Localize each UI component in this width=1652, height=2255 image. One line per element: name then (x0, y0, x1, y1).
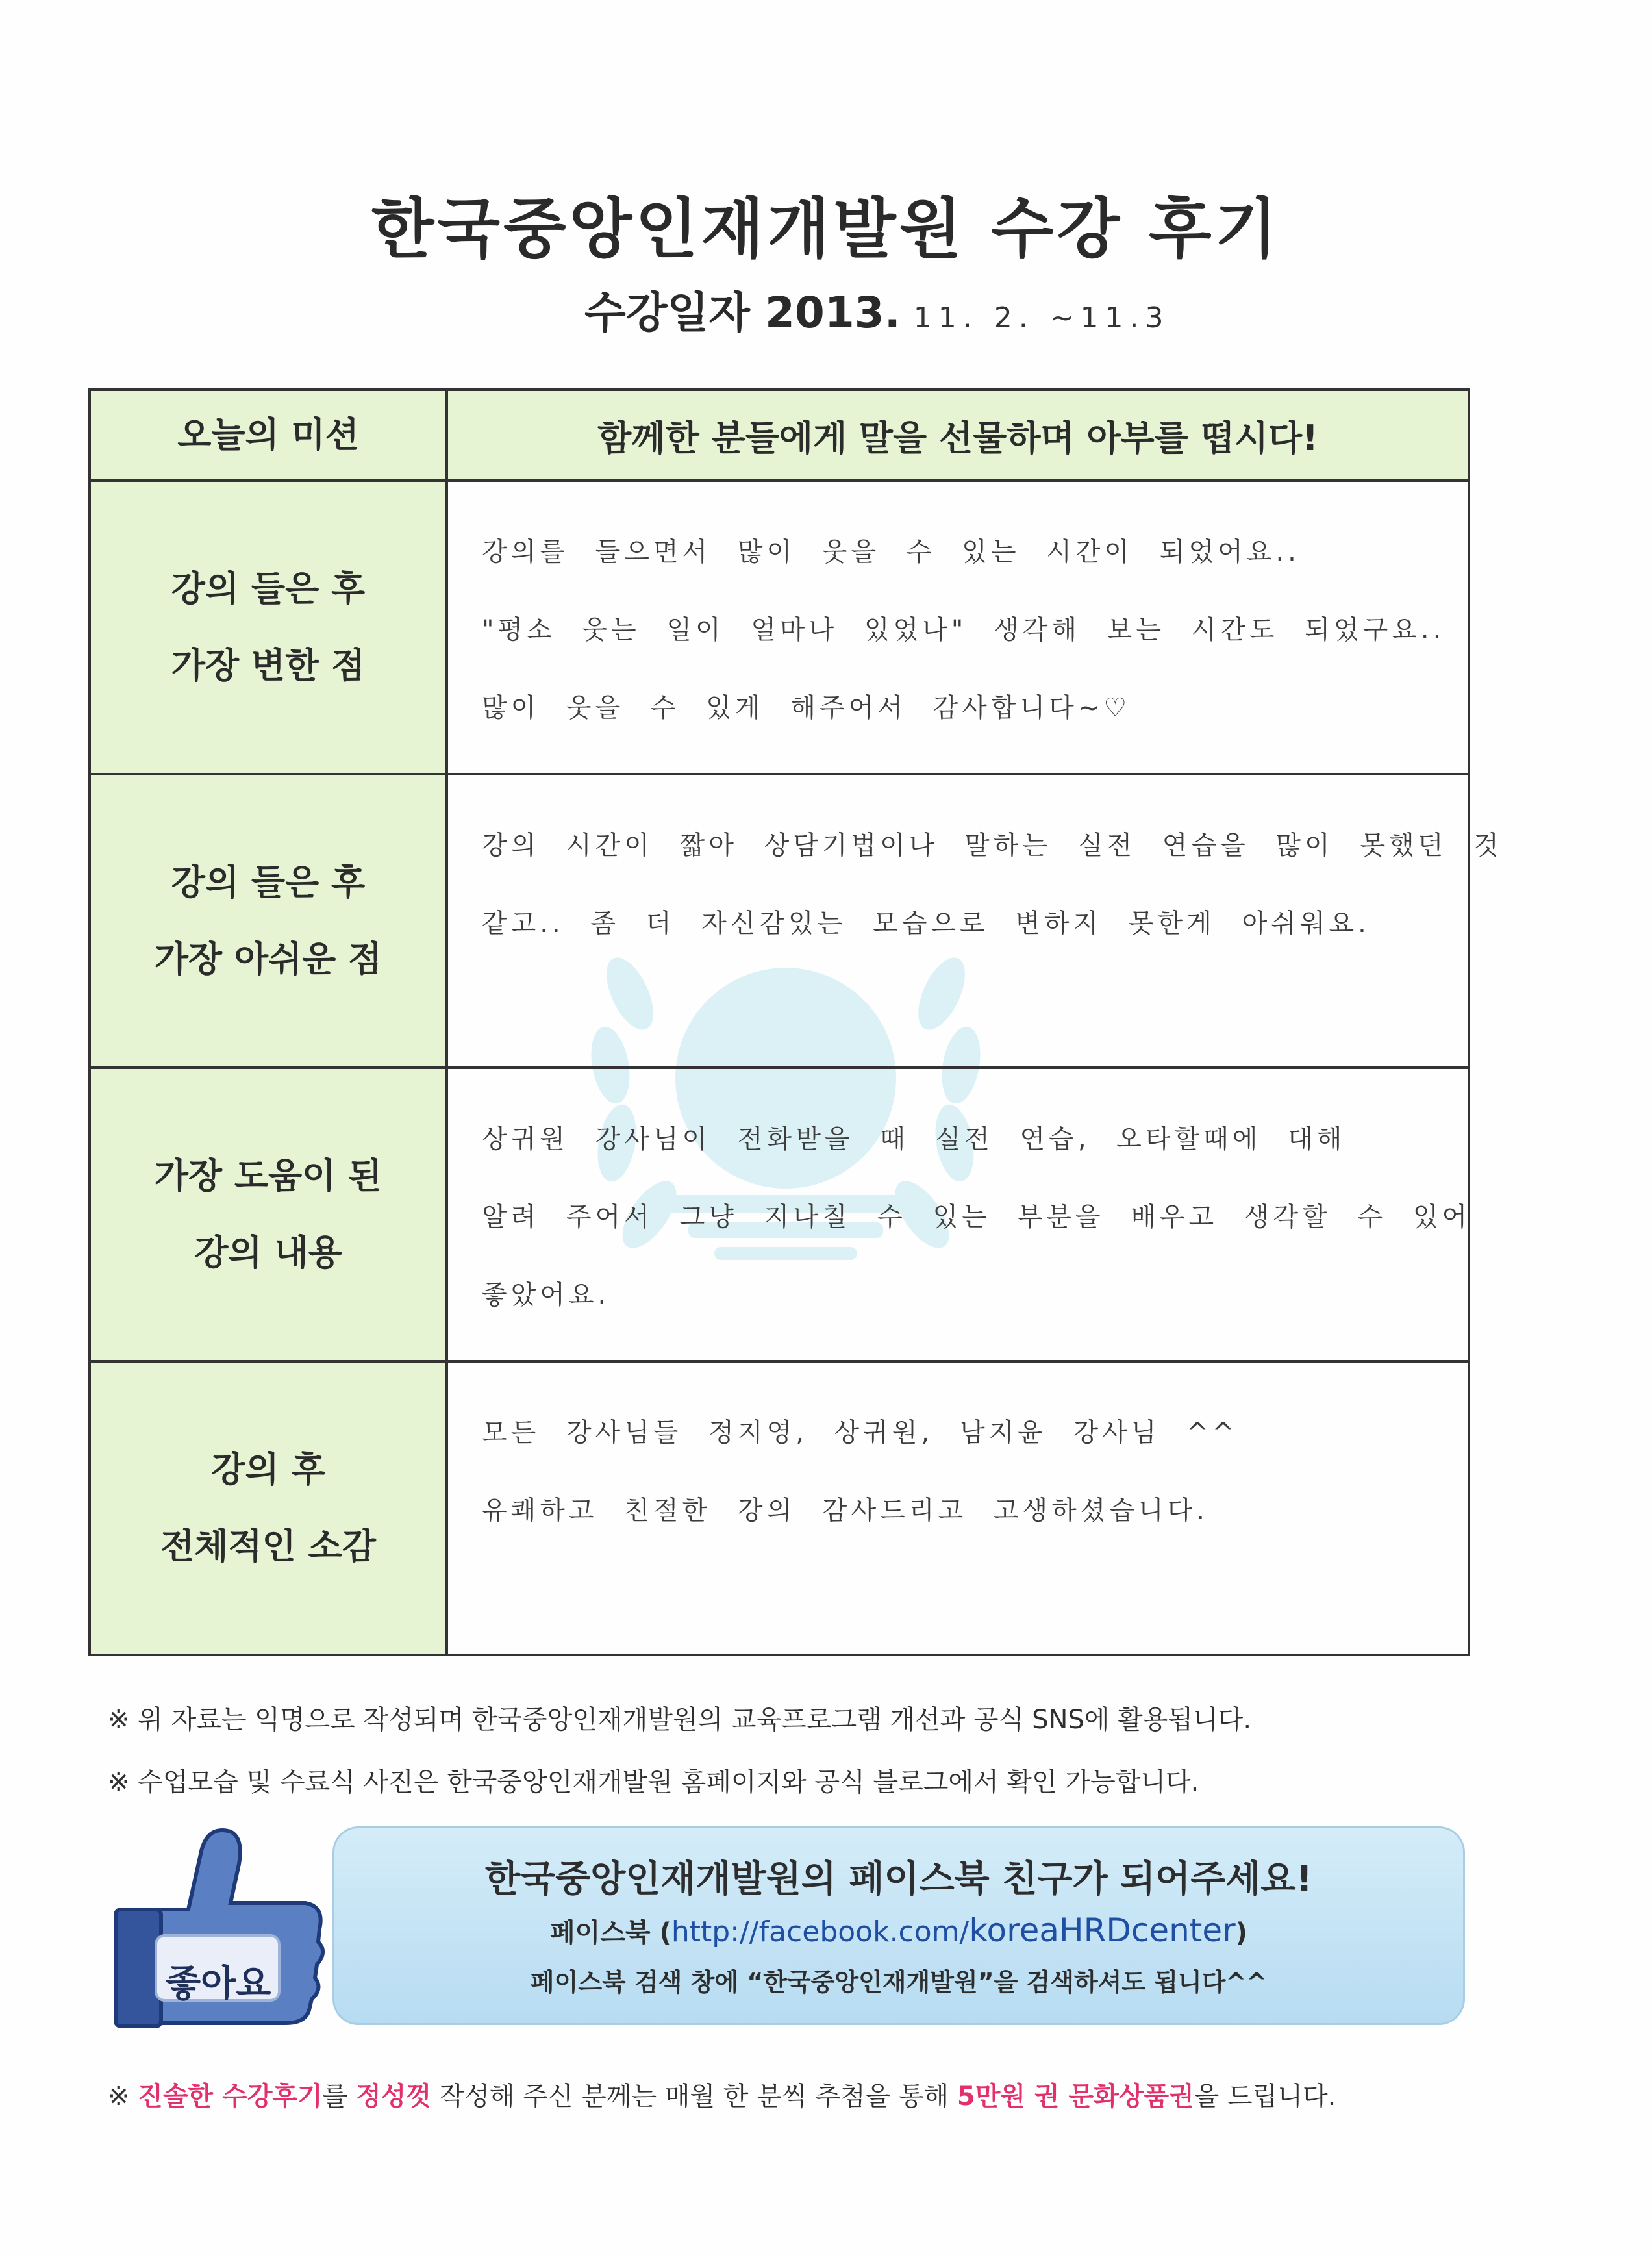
row-label-line1: 강의 들은 후 (171, 568, 366, 609)
row-label-cell (91, 775, 448, 1066)
footnote: ※ 위 자료는 익명으로 작성되며 한국중앙인재개발원의 교육프로그램 개선과 공식 SNS에 활용됩니다. (108, 1705, 1252, 1735)
answer-line: 같고.. 좀 더 자신감있는 모습으로 변하지 못한게 아쉬워요. (482, 909, 1370, 939)
handwritten-answer (448, 1069, 1471, 1360)
row-label-line2: 가장 아쉬운 점 (154, 939, 382, 979)
mission-label: 오늘의 미션 (177, 414, 359, 455)
row-label-line2: 강의 내용 (194, 1232, 342, 1273)
table-row (91, 775, 1503, 1069)
row-label-cell (91, 482, 448, 773)
highlight-sincerely: 정성껏 (356, 2082, 431, 2111)
prize-notice-prefix: ※ (108, 2082, 138, 2111)
table-row (91, 1069, 1471, 1363)
answer-line: "평소 웃는 일이 얼마나 있었나" 생각해 보는 시간도 되었구요.. (482, 615, 1446, 645)
course-date-label: 수강일자 2013. (584, 288, 901, 338)
answer-line: 강의를 들으면서 많이 웃을 수 있는 시간이 되었어요.. (482, 537, 1300, 567)
handwritten-answer (448, 775, 1503, 1066)
answer-line: 모든 강사님들 정지영, 상귀원, 남지윤 강사님 ^^ (482, 1418, 1238, 1448)
footnote: ※ 수업모습 및 수료식 사진은 한국중앙인재개발원 홈페이지와 공식 블로그에서 확인 가능합니다. (108, 1767, 1199, 1797)
facebook-url-line (334, 1911, 1463, 1949)
row-label-line1: 강의 후 (211, 1449, 325, 1490)
answer-line: 알려 주어서 그냥 지나칠 수 있는 부분을 배우고 생각할 수 있어 (482, 1202, 1471, 1232)
course-date-handwritten: 11. 2. ~11.3 (913, 301, 1170, 334)
highlight-honest-review: 진솔한 수강후기 (138, 2082, 323, 2111)
highlight-gift-card: 5만원 권 문화상품권 (957, 2082, 1194, 2111)
mission-label-cell (91, 391, 448, 479)
course-date (584, 278, 1170, 340)
answer-line: 많이 웃을 수 있게 해주어서 감사합니다~♡ (482, 693, 1131, 723)
facebook-url-prefix: 페이스북 ( (550, 1918, 671, 1948)
facebook-search-hint: 페이스북 검색 창에 “한국중앙인재개발원”을 검색하셔도 됩니다^^ (530, 1968, 1268, 1997)
like-label: 좋아요 (166, 1963, 271, 2005)
row-label-line2: 가장 변한 점 (171, 645, 366, 686)
facebook-title: 한국중앙인재개발원의 페이스북 친구가 되어주세요! (484, 1858, 1313, 1900)
row-label-line1: 가장 도움이 된 (154, 1155, 382, 1196)
facebook-url-base: http://facebook.com/ (671, 1915, 970, 1948)
footnotes (108, 1689, 1251, 1813)
table-row (91, 482, 1468, 775)
answer-line: 강의 시간이 짧아 상담기법이나 말하는 실전 연습을 많이 못했던 것 (482, 831, 1503, 861)
review-table (88, 388, 1503, 1656)
document-title: 한국중앙인재개발원 수강 후기 (371, 191, 1281, 267)
mission-text: 함께한 분들에게 말을 선물하며 아부를 떱시다! (448, 391, 1468, 479)
prize-notice (108, 2076, 1336, 2113)
handwritten-answer (448, 482, 1468, 773)
answer-line: 상귀원 강사님이 전화받을 때 실전 연습, 오타할때에 대해 (482, 1124, 1346, 1154)
row-label-line1: 강의 들은 후 (171, 862, 366, 903)
handwritten-answer (448, 1363, 1468, 1654)
row-label-cell (91, 1363, 448, 1654)
row-label-cell (91, 1069, 448, 1360)
facebook-url-page: koreaHRDcenter (969, 1911, 1236, 1949)
table-row (91, 1363, 1468, 1654)
row-label-line2: 전체적인 소감 (160, 1526, 376, 1567)
prize-notice-text: 을 드립니다. (1194, 2082, 1336, 2111)
prize-notice-text: 를 (322, 2082, 356, 2111)
mission-row (91, 391, 1468, 482)
facebook-url-suffix: ) (1235, 1918, 1247, 1948)
answer-line: 유쾌하고 친절한 강의 감사드리고 고생하셨습니다. (482, 1496, 1209, 1526)
answer-line: 좋았어요. (482, 1280, 610, 1310)
prize-notice-text: 작성해 주신 분께는 매월 한 분씩 추첨을 통해 (431, 2082, 957, 2111)
facebook-banner (332, 1826, 1465, 2025)
facebook-link[interactable] (671, 1911, 1236, 1949)
